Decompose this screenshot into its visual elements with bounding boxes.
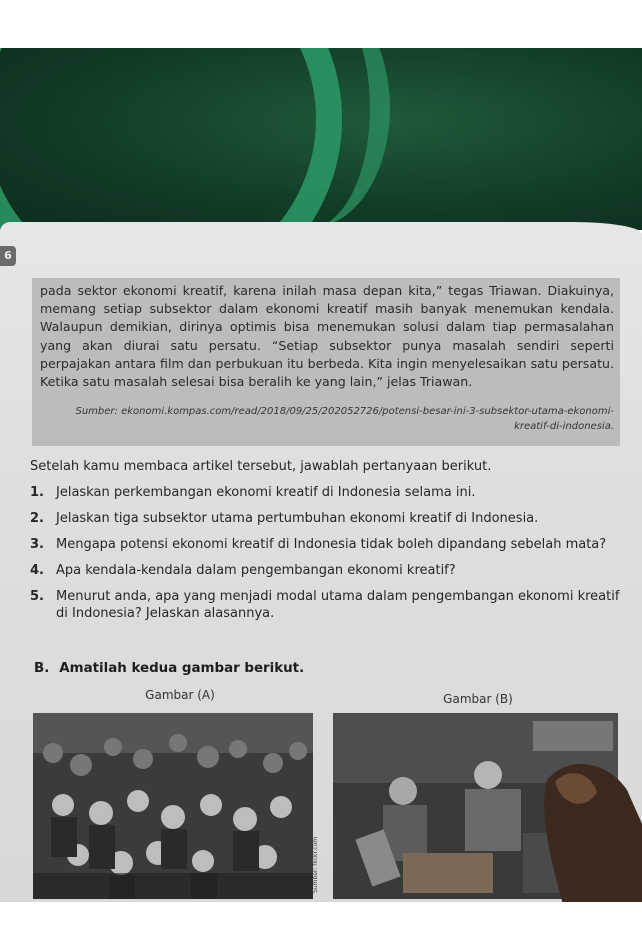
- question-number: 4.: [30, 563, 44, 578]
- photo-gambar-a: [33, 713, 313, 899]
- question-number: 2.: [30, 511, 44, 526]
- green-blanket-background: [0, 48, 642, 230]
- background-bottom: [0, 902, 642, 951]
- question-number: 3.: [30, 537, 44, 552]
- finger-overlay: [527, 760, 642, 920]
- photo-credit: Sumber: flickr.com: [312, 836, 319, 894]
- question-text: Apa kendala-kendala dalam pengembangan ekonomi kreatif?: [56, 563, 456, 578]
- caption-gambar-b: Gambar (B): [443, 692, 513, 706]
- question-text: Menurut anda, apa yang menjadi modal utama dalam pengembangan ekonomi kreatif di Indonesia? Jelaskan alasannya.: [56, 589, 620, 621]
- background-top: [0, 0, 642, 48]
- question-item: [30, 484, 622, 501]
- section-title: Amatilah kedua gambar berikut.: [59, 661, 305, 676]
- question-text: Jelaskan perkembangan ekonomi kreatif di Indonesia selama ini.: [56, 485, 476, 500]
- page-number: 6: [0, 246, 16, 266]
- question-item: [30, 588, 622, 622]
- crowd-photo-image: [33, 713, 313, 899]
- section-letter: B.: [34, 661, 50, 676]
- question-number: 1.: [30, 485, 44, 500]
- caption-gambar-a: Gambar (A): [145, 688, 215, 702]
- question-text: Jelaskan tiga subsektor utama pertumbuhan ekonomi kreatif di Indonesia.: [56, 511, 539, 526]
- question-item: [30, 536, 622, 553]
- article-excerpt-text: pada sektor ekonomi kreatif, karena inilah masa depan kita,” tegas Triawan. Diakuinya, memang setiap subsektor dalam ekonomi kreatif masih banyak menemukan kendala. Walaupun demikian, dirinya optimis bisa menemukan solusi dalam tiap permasalahan yang akan diurai satu persatu. “Setiap subsektor punya masalah sendiri seperti perpajakan antara film dan perbukuan itu berbeda. Kita ingin menyelesaikan satu persatu. Ketika satu masalah selesai bisa beralih ke yang lain,” jelas Triawan.: [40, 283, 614, 390]
- exercise-intro: Setelah kamu membaca artikel tersebut, jawablah pertanyaan berikut.: [30, 459, 492, 474]
- question-number: 5.: [30, 589, 44, 604]
- question-list: [30, 484, 622, 631]
- section-b-heading: [34, 661, 304, 676]
- question-item: [30, 510, 622, 527]
- article-source: Sumber: ekonomi.kompas.com/read/2018/09/25/202052726/potensi-besar-ini-3-subsektor-utama-ekonomi-kreatif-di-indonesia.: [75, 406, 614, 432]
- question-text: Mengapa potensi ekonomi kreatif di Indonesia tidak boleh dipandang sebelah mata?: [56, 537, 607, 552]
- question-item: [30, 562, 622, 579]
